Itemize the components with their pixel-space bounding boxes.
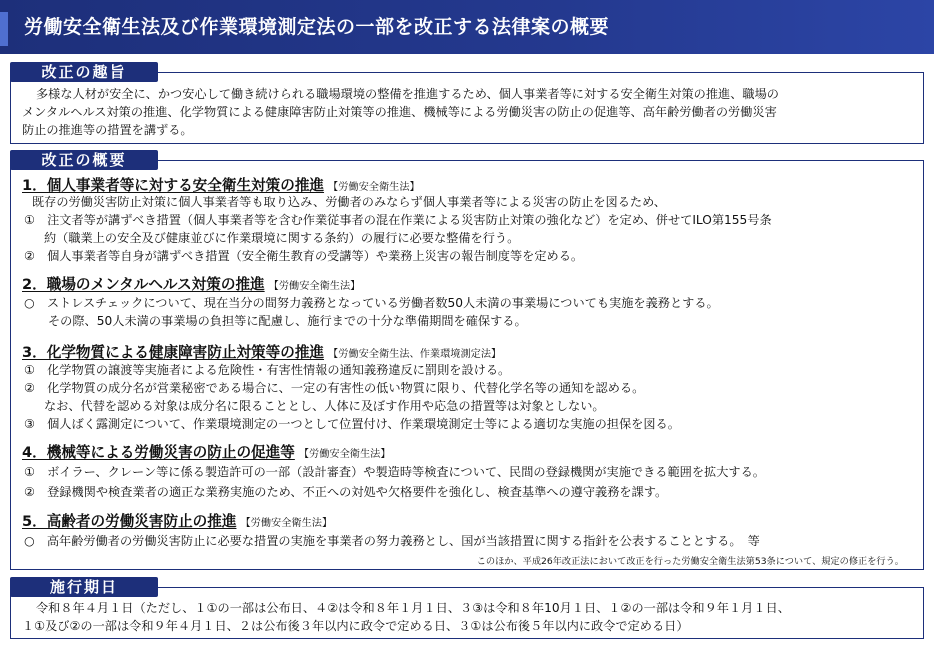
effective-label: 施行期日 (10, 577, 158, 597)
page-title: 労働安全衛生法及び作業環境測定法の一部を改正する法律案の概要 (24, 16, 610, 38)
section-1-line: 約（職業上の安全及び健康並びに作業環境に関する条約）の履行に必要な整備を行う。 (44, 231, 520, 245)
section-3-law: 【労働安全衛生法、作業環境測定法】 (328, 349, 502, 360)
section-5-line: ○ 高年齢労働者の労働災害防止に必要な措置の実施を事業者の努力義務とし、国が当該措置に関する指針を公表することとする。 等 (24, 534, 760, 548)
section-2-law: 【労働安全衛生法】 (268, 281, 361, 292)
effective-line: 令和８年４月１日（ただし、１①の一部は公布日、４②は令和８年１月１日、３③は令和８年10月１日、１②の一部は令和９年１月１日、 (36, 601, 790, 615)
section-5-law: 【労働安全衛生法】 (240, 518, 333, 529)
section-4-line: ② 登録機関や検査業者の適正な業務実施のため、不正への対処や欠格要件を強化し、検査基準への遵守義務を課す。 (24, 485, 668, 499)
section-3-title: 3．化学物質による健康障害防止対策等の推進 (22, 344, 325, 361)
overview-note: このほか、平成26年改正法において改正を行った労働安全衛生法第53条について、規定の修正を行う。 (476, 556, 904, 567)
section-4-heading (22, 444, 391, 464)
title-banner (0, 0, 934, 54)
section-5-title: 5．高齢者の労働災害防止の推進 (22, 513, 237, 530)
section-2-title: 2．職場のメンタルヘルス対策の推進 (22, 276, 265, 293)
section-3-line: ③ 個人ばく露測定について、作業環境測定の一つとして位置付け、作業環境測定士等による適切な実施の担保を図る。 (24, 417, 680, 431)
purpose-label: 改正の趣旨 (10, 62, 158, 82)
section-3-line: ① 化学物質の譲渡等実施者による危険性・有害性情報の通知義務違反に罰則を設ける。 (24, 363, 511, 377)
title-accent-bar (0, 12, 8, 46)
section-4-law: 【労働安全衛生法】 (298, 449, 391, 460)
purpose-line: 多様な人材が安全に、かつ安心して働き続けられる職場環境の整備を推進するため、個人事業者等に対する安全衛生対策の推進、職場の (36, 87, 779, 101)
effective-line: １①及び②の一部は令和９年４月１日、２は公布後３年以内に政令で定める日、３①は公布後５年以内に政令で定める日） (22, 619, 689, 633)
section-2-line: ○ ストレスチェックについて、現在当分の間努力義務となっている労働者数50人未満の事業場についても実施を義務とする。 (24, 296, 719, 310)
section-3-line: なお、代替を認める対象は成分名に限ることとし、人体に及ぼす作用や応急の措置等は対象としない。 (44, 399, 605, 413)
purpose-line: メンタルヘルス対策の推進、化学物質による健康障害防止対策等の推進、機械等による労働災害の防止の促進等、高年齢労働者の労働災害 (22, 105, 777, 119)
section-4-title: 4．機械等による労働災害の防止の促進等 (22, 444, 295, 461)
section-3-line: ② 化学物質の成分名が営業秘密である場合に、一定の有害性の低い物質に限り、代替化学名等の通知を認める。 (24, 381, 645, 395)
section-2-line: その際、50人未満の事業場の負担等に配慮し、施行までの十分な準備期間を確保する。 (48, 314, 527, 328)
section-5-heading (22, 513, 332, 533)
section-4-line: ① ボイラー、クレーン等に係る製造許可の一部（設計審査）や製造時等検査について、民間の登録機関が実施できる範囲を拡大する。 (24, 465, 765, 479)
section-2-heading (22, 276, 360, 296)
purpose-line: 防止の推進等の措置を講ずる。 (22, 123, 193, 137)
overview-label: 改正の概要 (10, 150, 158, 170)
section-1-law: 【労働安全衛生法】 (328, 182, 420, 193)
section-1-line: ② 個人事業者等自身が講ずべき措置（安全衛生教育の受講等）や業務上災害の報告制度等を定める。 (24, 249, 584, 263)
section-1-title: 1．個人事業者等に対する安全衛生対策の推進 (22, 177, 325, 194)
section-1-line: ① 注文者等が講ずべき措置（個人事業者等を含む作業従事者の混在作業による災害防止対策の強化など）を定め、併せてILO第155号条 (24, 213, 772, 227)
section-3-heading (22, 344, 501, 364)
section-1-line: 既存の労働災害防止対策に個人事業者等も取り込み、労働者のみならず個人事業者等による災害の防止を図るため、 (32, 195, 666, 209)
